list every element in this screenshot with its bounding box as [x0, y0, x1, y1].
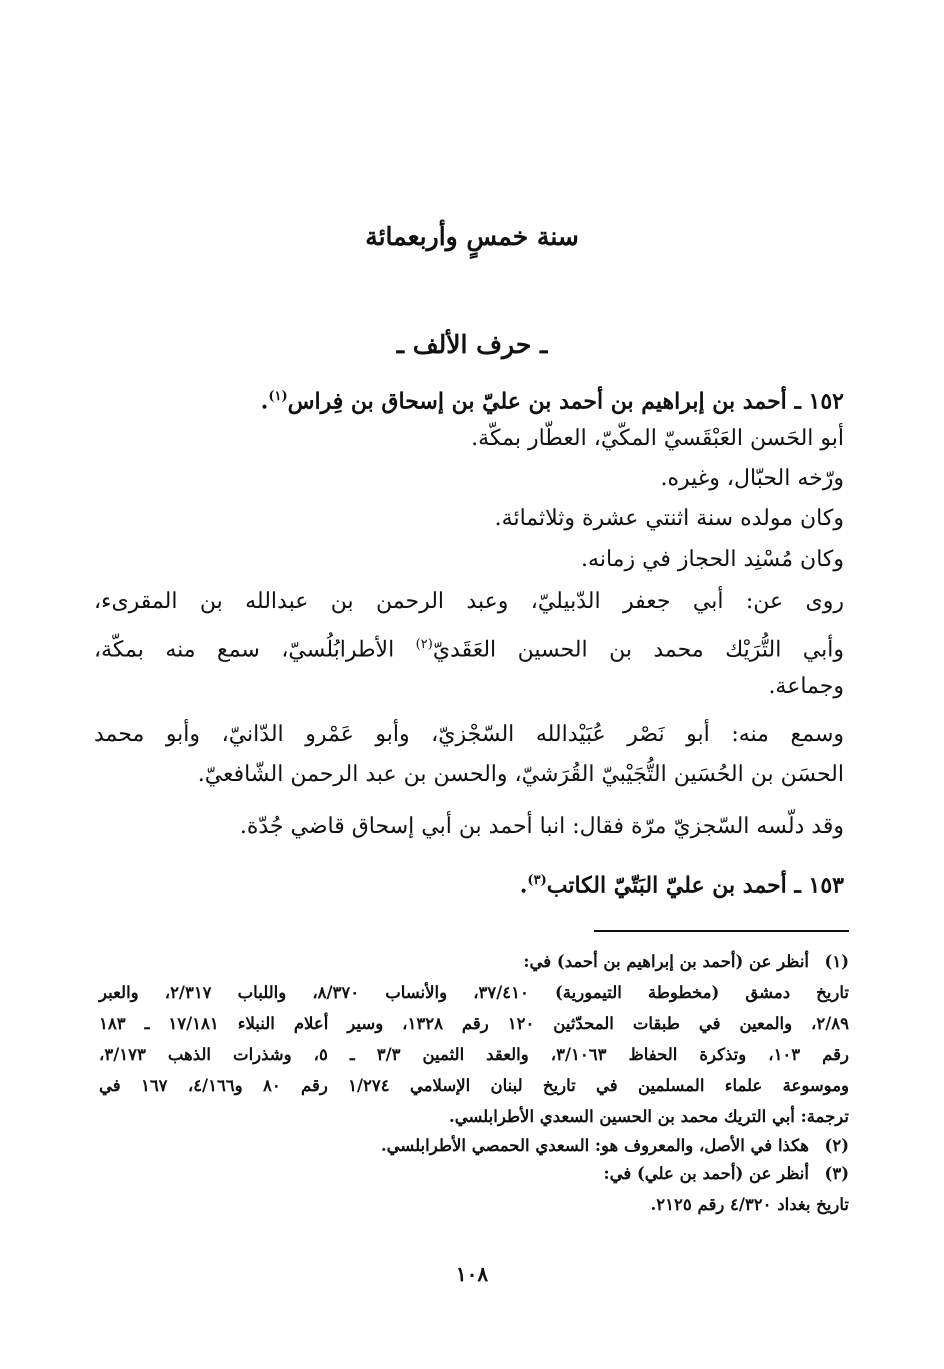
page-number: ١٠٨ — [455, 1262, 489, 1286]
footnote-1-line: ٢/٨٩، والمعين في طبقات المحدّثين ١٢٠ رقم ١٣٢٨، وسير أعلام النبلاء ١٧/١٨١ ـ ١٨٣ — [99, 1014, 850, 1033]
footnote-ref-2: (٢) — [415, 637, 433, 652]
footnote-ref-3: (٣) — [527, 873, 547, 888]
entry-152-title: ١٥٢ ـ أحمد بن إبراهيم بن أحمد بن عليّ بن إسحاق بن فِراس — [287, 388, 844, 415]
entry-152-narrators-line: روى عن: أبي جعفر الدّبيليّ، وعبد الرحمن بن عبدالله بن المقرىء، — [94, 589, 844, 614]
entry-152-line: وكان مُسْنِد الحجاز في زمانه. — [581, 547, 844, 572]
footnote-divider — [594, 930, 849, 932]
footnote-1-line: ترجمة: أبي التريك محمد بن الحسين السعدي الأطرابلسي. — [448, 1107, 849, 1126]
footnote-3-line: تاريخ بغداد ٤/٣٢٠ رقم ٢١٢٥. — [650, 1195, 849, 1214]
footnote-number: (١) — [824, 952, 849, 971]
footnote-1-line: وموسوعة علماء المسلمين في تاريخ لبنان الإسلامي ١/٢٧٤ رقم ٨٠ و٤/١٦٦، ١٦٧ في — [99, 1076, 850, 1095]
footnote-text: أنظر عن (أحمد بن علي) في: — [603, 1164, 809, 1183]
footnote-1-line: تاريخ دمشق (مخطوطة التيمورية) ٣٧/٤١٠، والأنساب ٨/٣٧٠، واللباب ٢/٣١٧، والعبر — [99, 983, 849, 1002]
section-heading: ـ حرف الألف ـ — [396, 330, 548, 359]
narrator-text: وأبي التُّرَيْك محمد بن الحسين العَقَديّ — [432, 637, 844, 663]
entry-152-line: أبو الحَسن العَبْقَسيّ المكّيّ، العطّار بمكّة. — [471, 426, 844, 451]
entry-152-line: ورّخه الحبّال، وغيره. — [660, 466, 844, 491]
entry-152-narrators-line — [94, 630, 844, 665]
entry-152-line: وكان مولده سنة اثنتي عشرة وثلاثمائة. — [494, 506, 844, 531]
footnote-1 — [99, 950, 849, 974]
entry-152-students-line: وسمع منه: أبو نَصْر عُبَيْدالله السّجْزيّ، وأبو عَمْرو الدّانيّ، وأبو محمد — [94, 722, 844, 747]
entry-152-narrators-line: وجماعة. — [768, 674, 844, 699]
footnote-number: (٣) — [824, 1164, 849, 1183]
entry-153-title: ١٥٣ ـ أحمد بن عليّ البَتّيّ الكاتب — [546, 872, 844, 899]
entry-153-heading: ١٥٣ ـ أحمد بن عليّ البَتّيّ الكاتب$^{(٣)}$. — [519, 872, 844, 899]
footnote-number: (٢) — [824, 1136, 849, 1155]
narrator-text: الأطرابُلُسيّ، سمع منه بمكّة، — [94, 637, 395, 663]
footnote-1-line: رقم ١٠٣، وتذكرة الحفاظ ٣/١٠٦٣، والعقد الثمين ٣/٣ ـ ٥، وشذرات الذهب ٣/١٧٣، — [99, 1045, 850, 1064]
footnote-text: أنظر عن (أحمد بن إبراهيم بن أحمد) في: — [523, 952, 809, 971]
entry-152-heading: ١٥٢ ـ أحمد بن إبراهيم بن أحمد بن عليّ بن إسحاق بن فِراس$^{(١)}$. — [260, 388, 844, 415]
footnote-ref-1: (١) — [268, 389, 288, 404]
footnote-2 — [99, 1134, 849, 1158]
entry-152-students-line: الحسَن بن الحُسَين التُّجَيْبيّ القُرَشيّ، والحسن بن عبد الرحمن الشّافعيّ. — [197, 762, 844, 787]
footnote-3 — [99, 1162, 849, 1186]
entry-152-note: وقد دلّسه السّجزيّ مرّة فقال: انبا أحمد بن أبي إسحاق قاضي جُدّة. — [239, 814, 844, 839]
footnote-text: هكذا في الأصل، والمعروف هو: السعدي الحمصي الأطرابلسي. — [380, 1136, 809, 1155]
year-heading: سنة خمسٍ وأربعمائة — [365, 222, 579, 251]
